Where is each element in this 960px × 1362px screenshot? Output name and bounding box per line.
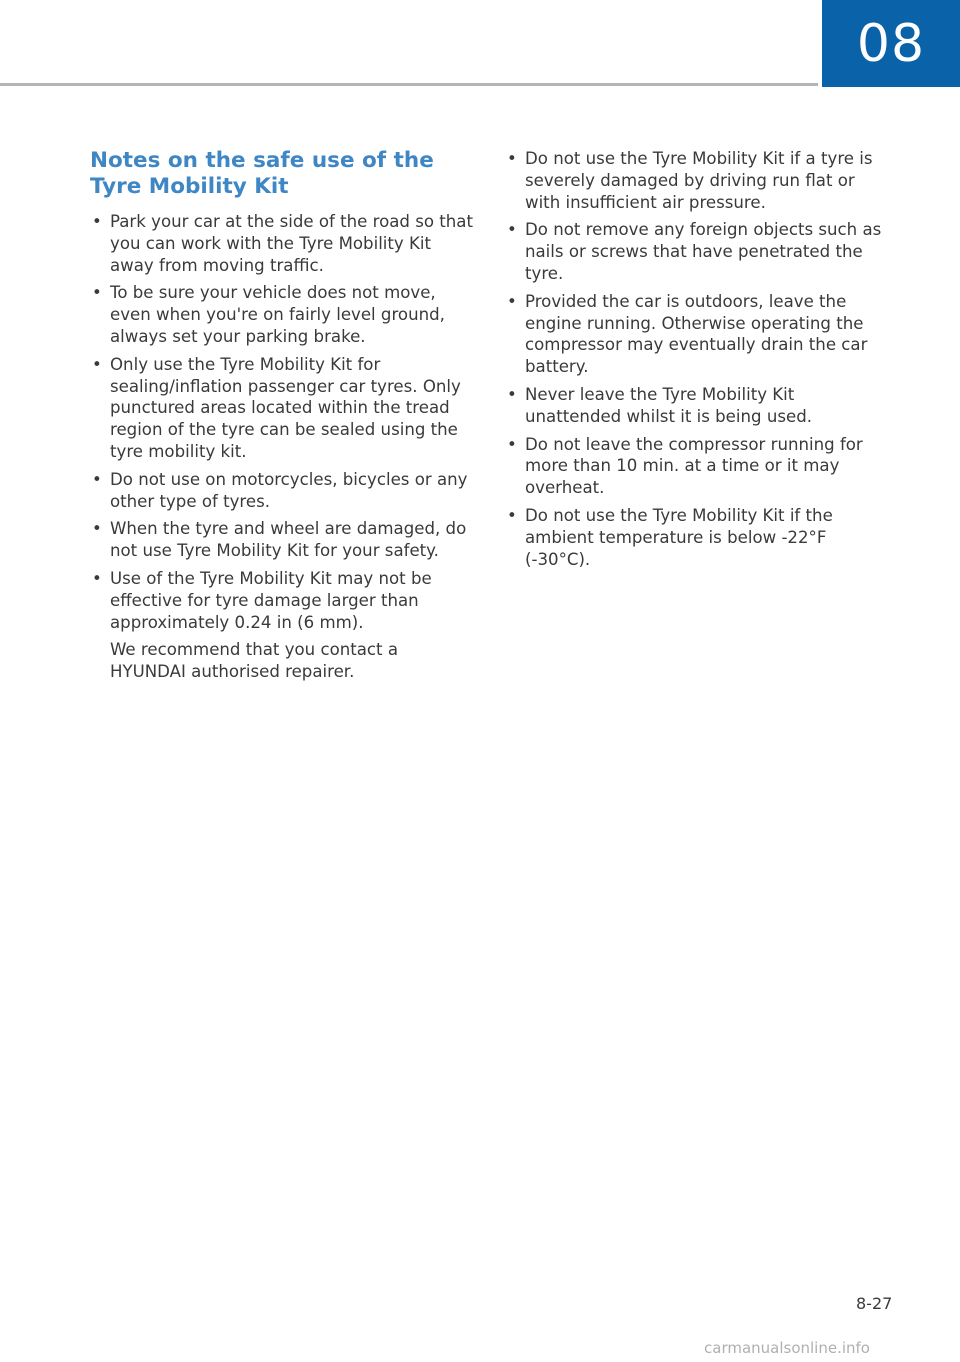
watermark: carmanualsonline.info (704, 1339, 870, 1357)
list-item (505, 291, 890, 378)
list-item-text: When the tyre and wheel are damaged, do not use Tyre Mobility Kit for your safety. (110, 519, 467, 561)
right-bullet-list (505, 148, 890, 570)
chapter-tab (822, 0, 960, 87)
list-item (90, 282, 475, 347)
left-bullet-list (90, 211, 475, 683)
page-number: 8-27 (856, 1294, 893, 1313)
list-item-text: Do not leave the compressor running for more than 10 min. at a time or it may overheat. (525, 434, 863, 498)
list-item-text: To be sure your vehicle does not move, even when you're on fairly level ground, always set your parking brake. (110, 283, 445, 346)
list-item (90, 469, 475, 513)
list-item-text: Park your car at the side of the road so that you can work with the Tyre Mobility Kit away from moving traffic. (110, 212, 473, 275)
right-column (505, 148, 890, 576)
list-item-text: Only use the Tyre Mobility Kit for sealing/inflation passenger car tyres. Only punctured areas located within the tread region of the tyre can be sealed using the tyre mobility kit. (110, 354, 461, 461)
list-item-note: We recommend that you contact a HYUNDAI authorised repairer. (110, 640, 398, 682)
list-item (90, 568, 475, 683)
section-title: Notes on the safe use of the Tyre Mobility Kit (90, 148, 434, 199)
list-item-text: Do not use the Tyre Mobility Kit if a tyre is severely damaged by driving run flat or with insufficient air pressure. (525, 149, 873, 212)
list-item (90, 354, 475, 463)
list-item (505, 148, 890, 213)
list-item (90, 211, 475, 276)
list-item-text: Provided the car is outdoors, leave the engine running. Otherwise operating the compressor may eventually drain the car battery. (525, 291, 868, 377)
list-item (505, 505, 890, 570)
list-item (90, 518, 475, 562)
list-item (505, 384, 890, 428)
list-item-text: Never leave the Tyre Mobility Kit unattended whilst it is being used. (525, 384, 813, 426)
list-item-text: Do not remove any foreign objects such as nails or screws that have penetrated the tyre. (525, 220, 882, 283)
list-item (505, 434, 890, 499)
header-rule (0, 83, 818, 86)
left-column (90, 148, 475, 689)
list-item-text: Do not use on motorcycles, bicycles or any other type of tyres. (110, 469, 468, 511)
list-item-text: Do not use the Tyre Mobility Kit if the ambient temperature is below -22°F (-30°C). (525, 505, 833, 569)
list-item (505, 219, 890, 284)
chapter-number: 08 (856, 13, 926, 74)
list-item-text: Use of the Tyre Mobility Kit may not be effective for tyre damage larger than approximately 0.24 in (6 mm). (110, 568, 432, 632)
